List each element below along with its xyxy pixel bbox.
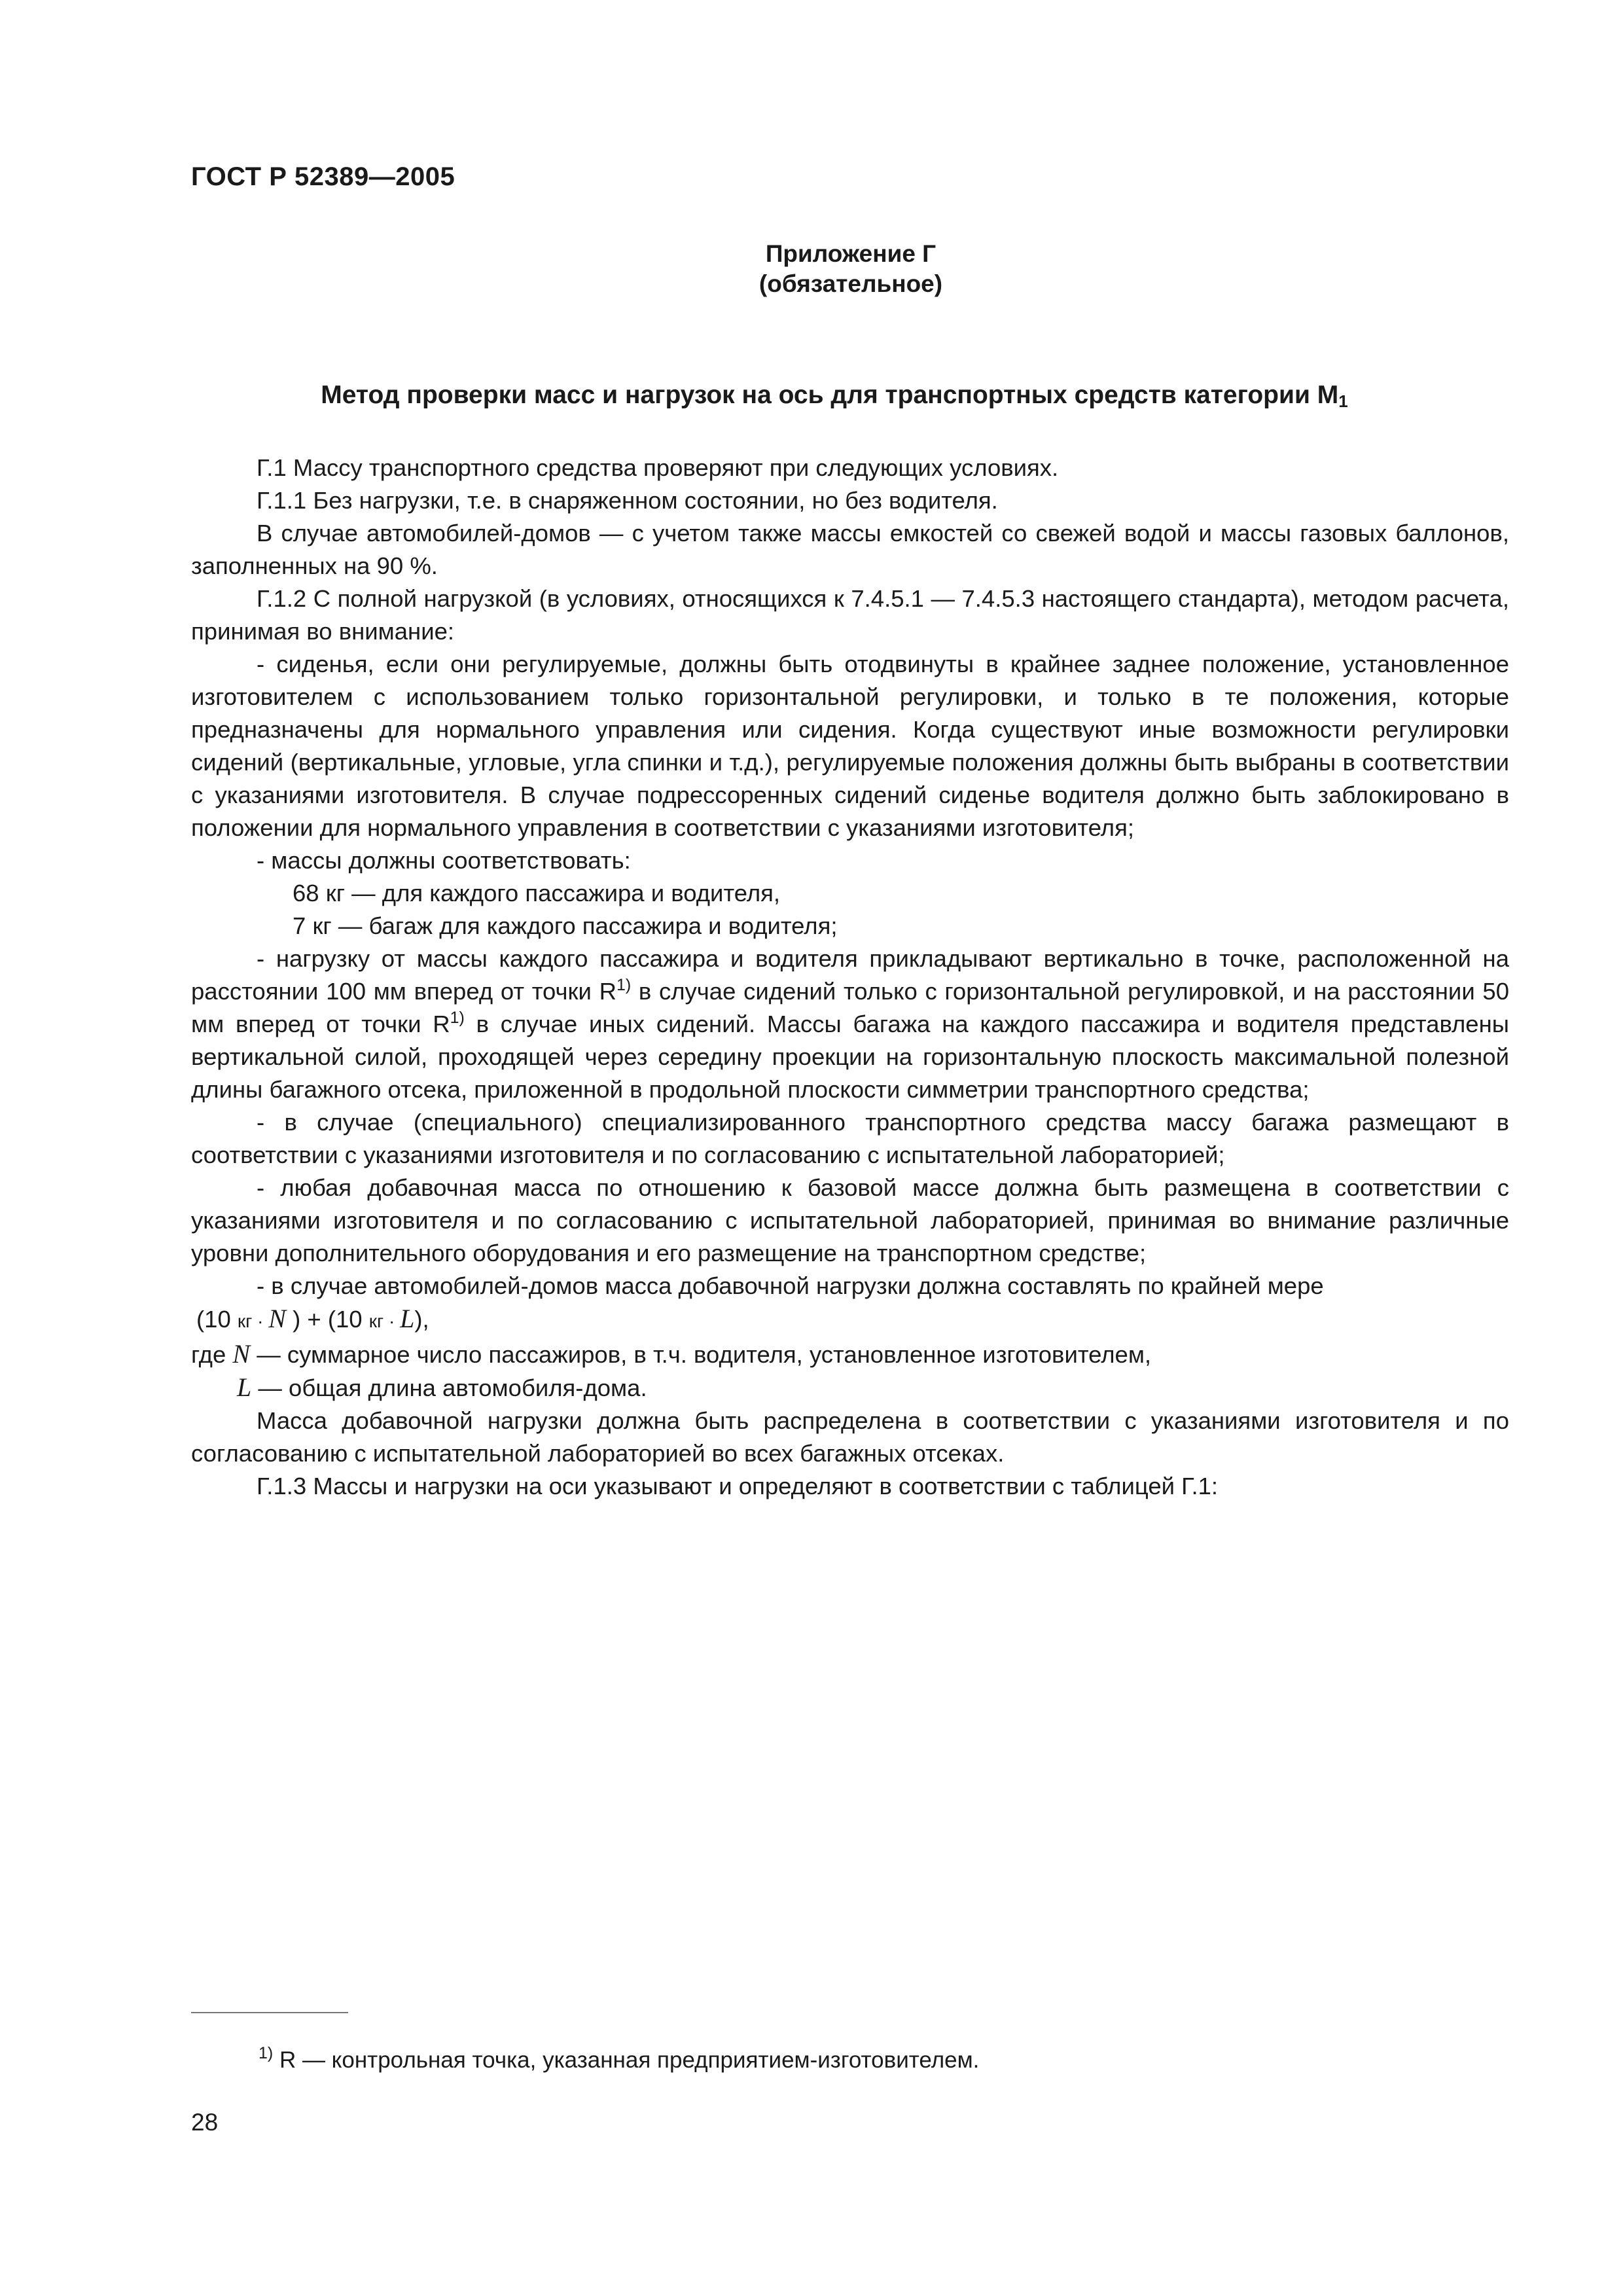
annex-status: (обязательное): [758, 270, 943, 297]
formula-part: ),: [414, 1306, 429, 1333]
formula-variable-n: N: [268, 1304, 286, 1333]
paragraph-g1-2: Г.1.2 С полной нагрузкой (в условиях, относящихся к 7.4.5.1 — 7.4.5.3 настоящего стандарта), методом расчета, принимая во внимание:: [191, 585, 1509, 645]
footnote-text: R — контрольная точка, указанная предприятием-изготовителем.: [273, 2047, 980, 2073]
footnote-mark: 1): [259, 2044, 274, 2062]
load-point-text-1: - нагрузку от массы каждого пассажира и водителя прикладывают вертикально в точке, расположенной на расстоянии 100 мм вперед от точки R: [191, 945, 1509, 1005]
formula-unit: кг ·: [368, 1311, 401, 1331]
paragraph-seats: - сиденья, если они регулируемые, должны быть отодвинуты в крайнее заднее положение, установленное изготовителем с использованием только горизонтальной регулировки, и только в те положения, которые предназначены для нормального управления или сидения. Когда существуют иные возможности регулировки сидений (вертикальные, угловые, угла спинки и т.д.), регулируемые положения должны быть выбраны в соответствии с указаниями изготовителя. В случае подрессоренных сидений сиденье водителя должно быть заблокировано в положении для нормального управления в соответствии с указаниями изготовителя;: [191, 651, 1509, 841]
formula-part: (10: [196, 1306, 238, 1333]
section-title-text: Метод проверки масс и нагрузок на ось для транспортных средств категории М: [321, 381, 1339, 409]
where-variable-l: L: [237, 1372, 252, 1402]
annex-heading: [0, 239, 1623, 299]
where-variable-n: N: [232, 1339, 251, 1369]
where-n-text: — суммарное число пассажиров, в т.ч. водителя, установленное изготовителем,: [250, 1341, 1152, 1368]
footnote-ref: 1): [450, 1009, 465, 1027]
page-number: 28: [191, 2109, 219, 2136]
formula-part: ) + (10: [285, 1306, 369, 1333]
where-n: [191, 1338, 1509, 1371]
where-l: [191, 1371, 1509, 1405]
paragraph-motorhome-load: - в случае автомобилей-домов масса добавочной нагрузки должна составлять по крайней мере: [257, 1272, 1324, 1299]
load-point-text-3: в случае иных сидений. Массы багажа на каждого пассажира и водителя представлены вертикальной силой, проходящей через середину проекции на горизонтальную плоскость максимальной полезной длины багажного отсека, приложенной в продольной плоскости симметрии транспортного средства;: [191, 1011, 1510, 1103]
paragraph-mass-7: 7 кг — багаж для каждого пассажира и водителя;: [293, 912, 838, 939]
footnote-ref: 1): [616, 976, 632, 994]
document-header: ГОСТ Р 52389—2005: [191, 162, 455, 191]
paragraph-g1-3: Г.1.3 Массы и нагрузки на оси указывают и определяют в соответствии с таблицей Г.1:: [257, 1473, 1219, 1499]
where-l-text: — общая длина автомобиля-дома.: [251, 1374, 647, 1401]
paragraph-masses: - массы должны соответствовать:: [257, 847, 631, 874]
formula-unit: кг ·: [237, 1311, 269, 1331]
footnote-divider: [191, 2012, 348, 2013]
paragraph-mass-68: 68 кг — для каждого пассажира и водителя,: [293, 880, 781, 906]
annex-label: Приложение Г: [765, 240, 936, 267]
paragraph-additional-mass: - любая добавочная масса по отношению к базовой массе должна быть размещена в соответствии с указаниями изготовителя и по согласованию с испытательной лабораторией, принимая во внимание различные уровни дополнительного оборудования и его размещение на транспортном средстве;: [191, 1174, 1509, 1266]
formula: [191, 1302, 1509, 1338]
section-title-subscript: 1: [1338, 391, 1348, 411]
section-title: [0, 381, 1623, 412]
paragraph-load-point: [191, 942, 1509, 1106]
load-point-text-2: в случае сидений только с горизонтальной регулировкой, и на расстоянии 50 мм вперед от точки R: [191, 978, 1510, 1037]
body-text: [191, 452, 1509, 1503]
footnote: [259, 2044, 980, 2073]
paragraph-special-vehicle: - в случае (специального) специализированного транспортного средства массу багажа размещают в соответствии с указаниями изготовителя и по согласованию с испытательной лабораторией;: [191, 1109, 1509, 1168]
paragraph-g1-1: Г.1.1 Без нагрузки, т.е. в снаряженном состоянии, но без водителя.: [257, 487, 998, 514]
formula-variable-l: L: [400, 1304, 415, 1333]
paragraph-g1: Г.1 Массу транспортного средства проверяют при следующих условиях.: [257, 454, 1059, 481]
where-label: где: [191, 1341, 233, 1368]
paragraph-motorhomes: В случае автомобилей-домов — с учетом также массы емкостей со свежей водой и массы газовых баллонов, заполненных на 90 %.: [191, 520, 1509, 579]
paragraph-distribution: Масса добавочной нагрузки должна быть распределена в соответствии с указаниями изготовителя и по согласованию с испытательной лабораторией во всех багажных отсеках.: [191, 1407, 1509, 1467]
